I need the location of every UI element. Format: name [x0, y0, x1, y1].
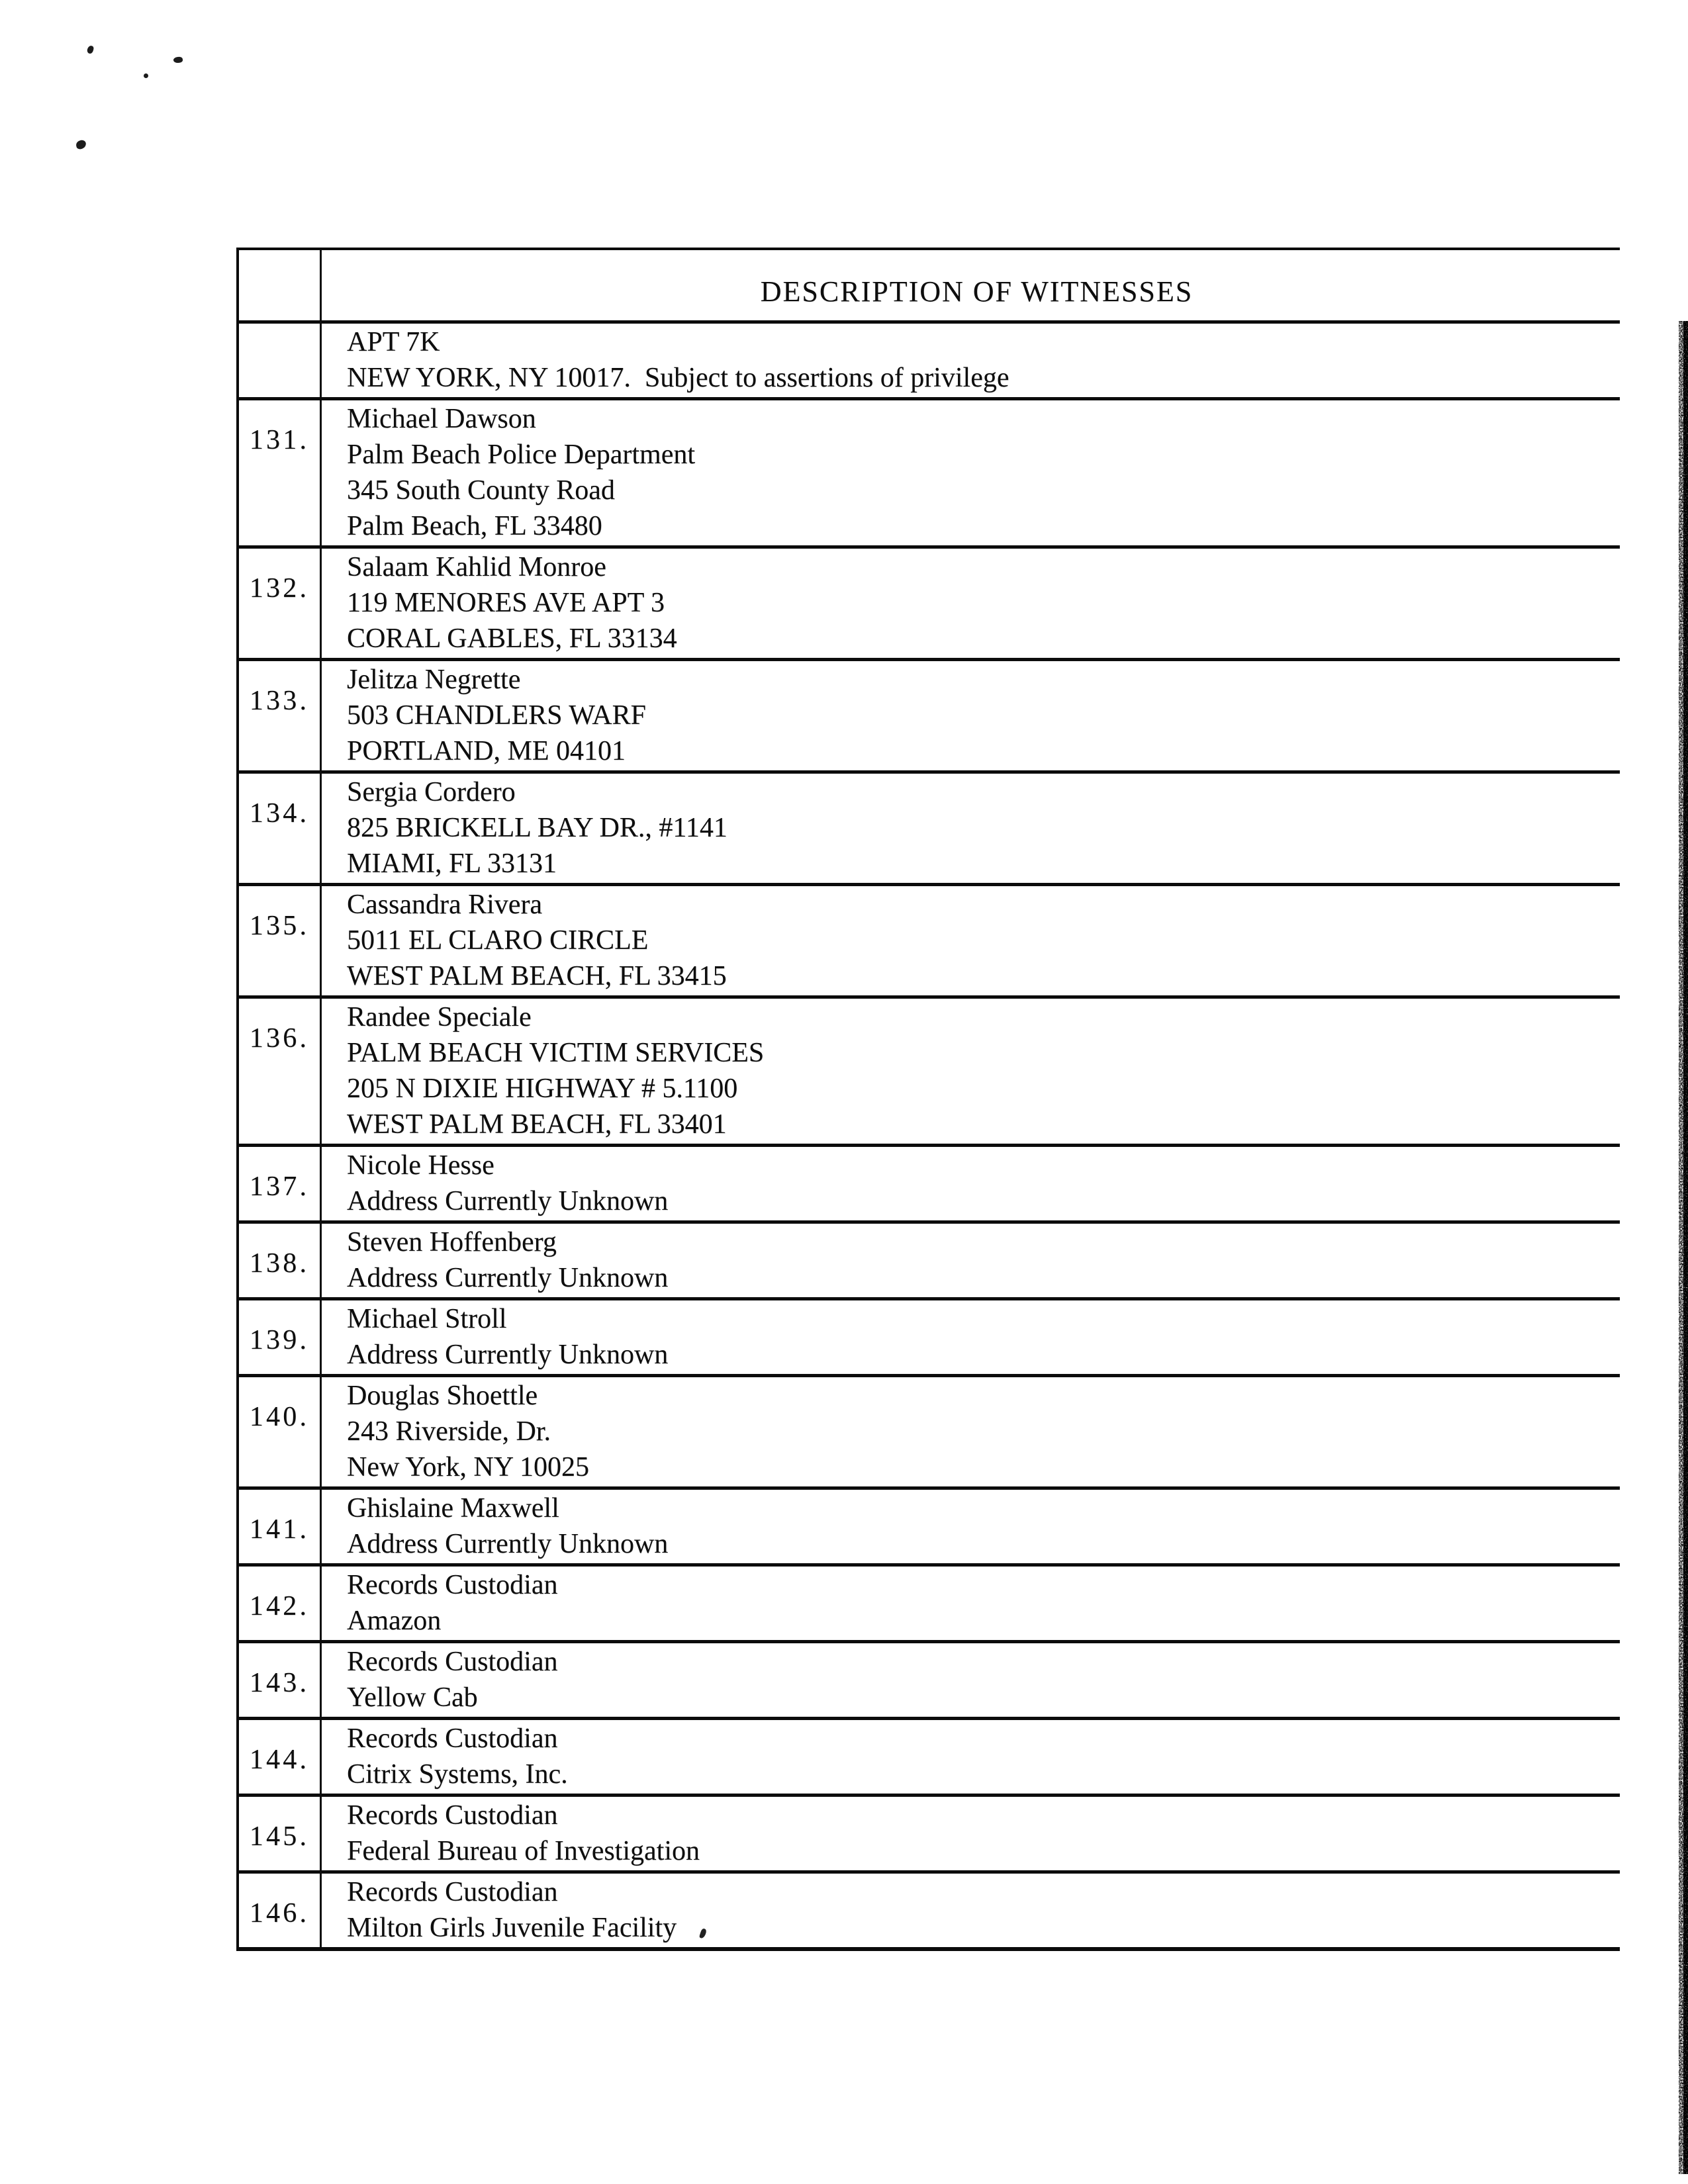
row-number: 138. [239, 1224, 322, 1297]
dust-speck [87, 45, 95, 54]
description-line: Address Currently Unknown [347, 1186, 669, 1216]
row-number: 133. [239, 661, 322, 770]
row-number: 132. [239, 549, 322, 658]
header-description-cell [322, 250, 1620, 320]
dust-speck [173, 56, 183, 64]
description-line: 5011 EL CLARO CIRCLE [347, 925, 649, 956]
description-line: Address Currently Unknown [347, 1529, 669, 1559]
row-description [322, 1874, 1620, 1947]
table-row [239, 658, 1620, 770]
table-row [239, 1374, 1620, 1486]
row-number [239, 324, 322, 397]
description-line: 503 CHANDLERS WARF [347, 700, 646, 731]
description-line: Salaam Kahlid Monroe [347, 552, 606, 582]
description-line: Douglas Shoettle [347, 1381, 538, 1411]
description-line: Amazon [347, 1606, 442, 1636]
row-number: 136. [239, 999, 322, 1144]
description-line: Records Custodian [347, 1570, 558, 1600]
row-description [322, 400, 1620, 545]
row-description [322, 774, 1620, 883]
row-description [322, 661, 1620, 770]
table-row [239, 770, 1620, 883]
table-row [239, 1717, 1620, 1794]
table-row [239, 1144, 1620, 1220]
description-line: Steven Hoffenberg [347, 1227, 557, 1257]
row-number: 144. [239, 1720, 322, 1794]
description-line: Records Custodian [347, 1647, 558, 1677]
description-line: Address Currently Unknown [347, 1263, 669, 1293]
table-row [239, 1563, 1620, 1640]
description-line: Ghislaine Maxwell [347, 1493, 559, 1524]
row-number: 143. [239, 1643, 322, 1717]
row-description [322, 999, 1620, 1144]
table-row [239, 1640, 1620, 1717]
description-line: PALM BEACH VICTIM SERVICES [347, 1038, 765, 1068]
witness-table [236, 248, 1620, 1951]
description-line: Michael Dawson [347, 404, 536, 434]
description-line: NEW YORK, NY 10017. Subject to assertions of privilege [347, 363, 1009, 393]
row-description [322, 1643, 1620, 1717]
row-description [322, 1300, 1620, 1374]
description-line: Records Custodian [347, 1877, 558, 1907]
description-line: Yellow Cab [347, 1682, 478, 1713]
dust-speck [144, 73, 148, 78]
row-description [322, 549, 1620, 658]
description-line: 119 MENORES AVE APT 3 [347, 588, 665, 618]
description-line: Federal Bureau of Investigation [347, 1836, 700, 1866]
table-row [239, 1297, 1620, 1374]
table-row [239, 545, 1620, 658]
row-number: 145. [239, 1797, 322, 1870]
dust-speck [75, 140, 87, 150]
row-description [322, 1147, 1620, 1220]
description-line: Palm Beach, FL 33480 [347, 511, 602, 541]
row-number: 137. [239, 1147, 322, 1220]
description-line: Palm Beach Police Department [347, 439, 696, 470]
row-number: 140. [239, 1377, 322, 1486]
row-number: 131. [239, 400, 322, 545]
description-line: New York, NY 10025 [347, 1452, 589, 1482]
description-line: Jelitza Negrette [347, 664, 521, 695]
description-line: WEST PALM BEACH, FL 33401 [347, 1109, 727, 1140]
row-description [322, 1490, 1620, 1563]
table-title: DESCRIPTION OF WITNESSES [760, 275, 1194, 308]
table-header-row [239, 250, 1620, 320]
row-description [322, 1377, 1620, 1486]
row-number: 141. [239, 1490, 322, 1563]
row-description [322, 324, 1620, 397]
row-number: 142. [239, 1567, 322, 1640]
table-row [239, 1220, 1620, 1297]
description-line: APT 7K [347, 327, 440, 357]
table-row [239, 883, 1620, 995]
description-line: Milton Girls Juvenile Facility [347, 1913, 677, 1943]
table-row [239, 320, 1620, 397]
row-number: 135. [239, 886, 322, 995]
description-line: 243 Riverside, Dr. [347, 1416, 551, 1447]
table-row [239, 1870, 1620, 1947]
description-line: WEST PALM BEACH, FL 33415 [347, 961, 727, 991]
description-line: 345 South County Road [347, 475, 615, 506]
description-line: Cassandra Rivera [347, 889, 543, 920]
row-number: 146. [239, 1874, 322, 1947]
description-line: MIAMI, FL 33131 [347, 848, 557, 879]
scanner-noise-artifact [1679, 321, 1688, 2174]
description-line: 825 BRICKELL BAY DR., #1141 [347, 813, 727, 843]
row-description [322, 1797, 1620, 1870]
row-description [322, 886, 1620, 995]
description-line: Randee Speciale [347, 1002, 532, 1032]
description-line: CORAL GABLES, FL 33134 [347, 623, 677, 654]
row-description [322, 1720, 1620, 1794]
row-description [322, 1224, 1620, 1297]
description-line: 205 N DIXIE HIGHWAY # 5.1100 [347, 1073, 738, 1104]
description-line: Records Custodian [347, 1723, 558, 1754]
row-number: 134. [239, 774, 322, 883]
description-line: PORTLAND, ME 04101 [347, 736, 626, 766]
row-number: 139. [239, 1300, 322, 1374]
description-line: Sergia Cordero [347, 777, 516, 807]
table-row [239, 995, 1620, 1144]
table-body [239, 320, 1620, 1947]
description-line: Citrix Systems, Inc. [347, 1759, 568, 1790]
description-line: Records Custodian [347, 1800, 558, 1831]
description-line: Nicole Hesse [347, 1150, 494, 1181]
table-row [239, 1794, 1620, 1870]
header-number-cell [239, 250, 322, 320]
description-line: Michael Stroll [347, 1304, 507, 1334]
description-line: Address Currently Unknown [347, 1340, 669, 1370]
table-row [239, 397, 1620, 545]
row-description [322, 1567, 1620, 1640]
table-row [239, 1486, 1620, 1563]
